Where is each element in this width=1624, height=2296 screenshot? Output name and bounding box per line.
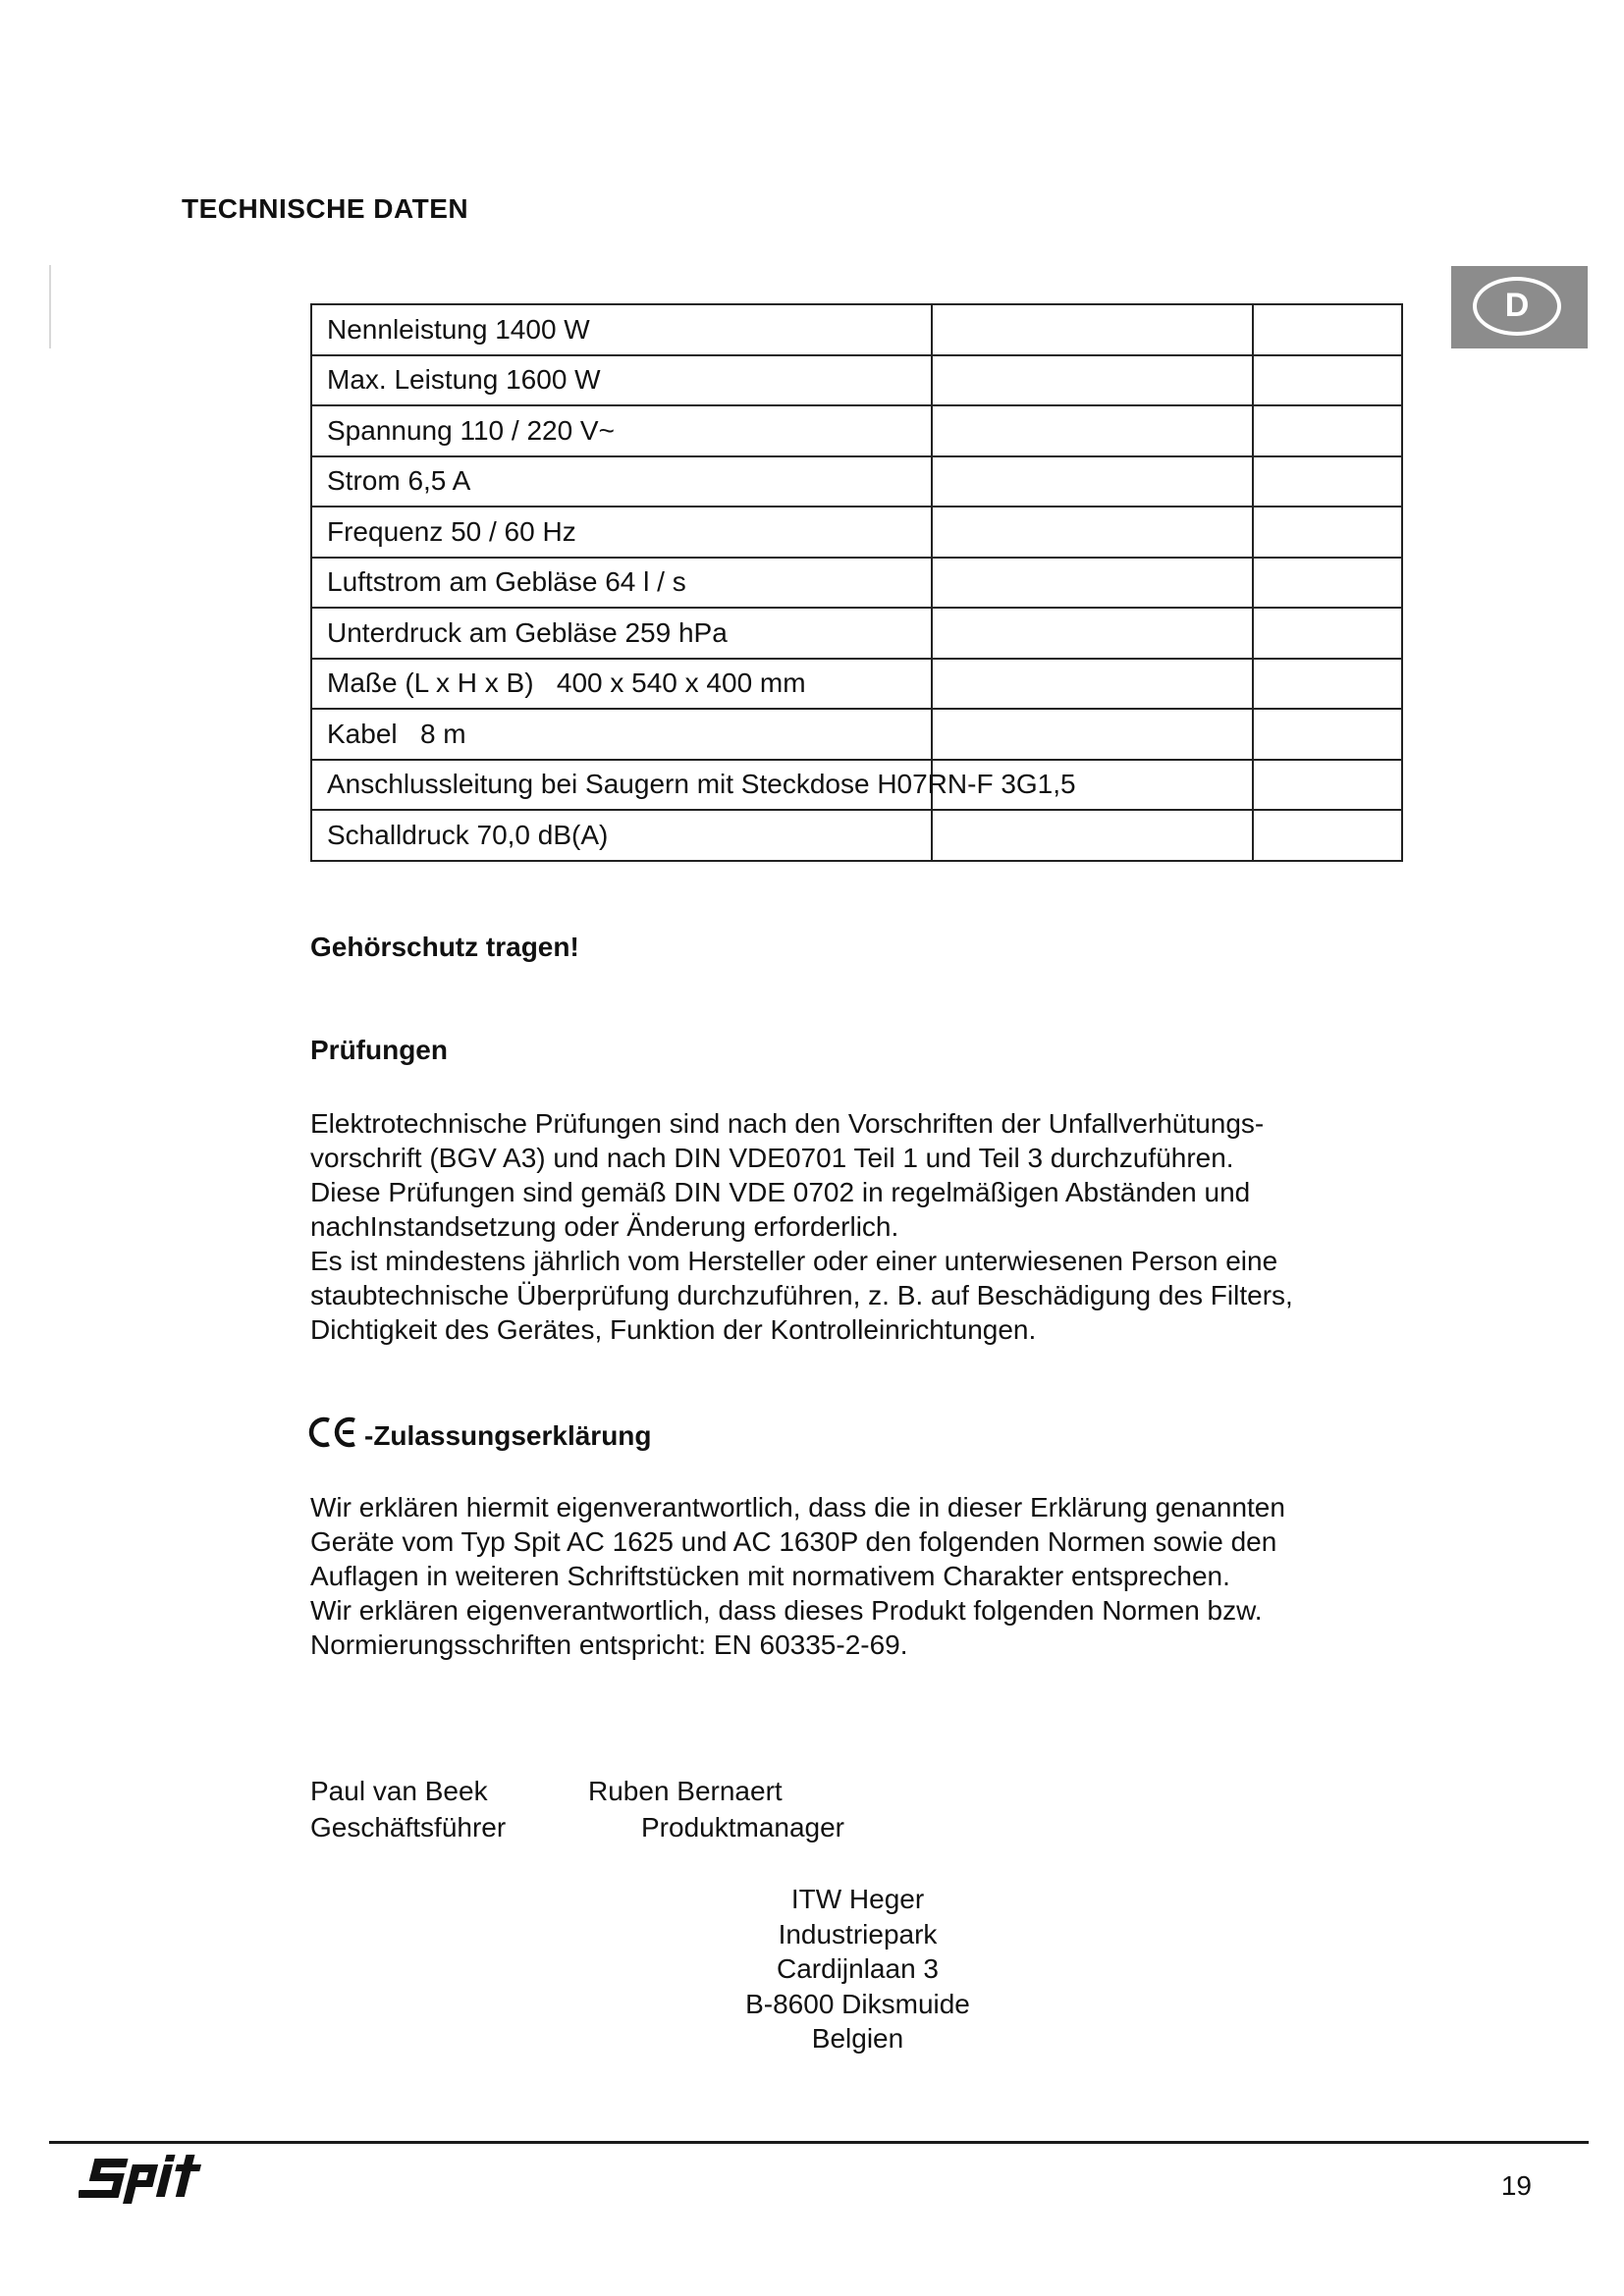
table-row [311, 405, 1402, 456]
spec-cell-empty [932, 810, 1253, 861]
logo-stroke [175, 2164, 201, 2171]
spec-cell-empty [1253, 355, 1402, 406]
logo-stroke [127, 2180, 154, 2187]
declaration-paragraph [310, 1490, 1390, 1662]
paragraph-line: vorschrift (BGV A3) und nach DIN VDE0701 Teil 1 und Teil 3 durchzuführen. [310, 1143, 1234, 1173]
spec-cell-empty [932, 304, 1253, 355]
spec-cell-empty [1253, 659, 1402, 710]
signatory-name: Ruben Bernaert [588, 1776, 783, 1806]
paragraph-line: Wir erklären hiermit eigenverantwortlich, dass die in dieser Erklärung genannten [310, 1492, 1285, 1522]
paragraph-line: Auflagen in weiteren Schriftstücken mit normativem Charakter entsprechen. [310, 1561, 1230, 1591]
address-line: Cardijnlaan 3 [777, 1953, 939, 1984]
spec-cell-empty [1253, 456, 1402, 507]
spec-cell-empty [1253, 405, 1402, 456]
paragraph-line: Wir erklären eigenverantwortlich, dass dieses Produkt folgenden Normen bzw. [310, 1595, 1263, 1626]
margin-rule [49, 265, 51, 348]
logo-stroke [156, 2164, 173, 2197]
signatory-role: Produktmanager [641, 1812, 845, 1842]
paragraph-line: Es ist mindestens jährlich vom Hersteller oder einer unterwiesenen Person eine [310, 1246, 1278, 1276]
spec-cell-empty [1253, 608, 1402, 659]
spec-cell-empty [1253, 558, 1402, 609]
paragraph-line: Diese Prüfungen sind gemäß DIN VDE 0702 in regelmäßigen Abständen und [310, 1177, 1251, 1207]
spec-cell-empty [932, 608, 1253, 659]
spec-label: Frequenz 50 / 60 Hz [311, 507, 932, 558]
paragraph-line: Dichtigkeit des Gerätes, Funktion der Kontrolleinrichtungen. [310, 1314, 1037, 1345]
paragraph-line: staubtechnische Überprüfung durchzuführen, z. B. auf Beschädigung des Filters, [310, 1280, 1293, 1310]
table-row [311, 558, 1402, 609]
paragraph-line: Normierungsschriften entspricht: EN 60335-2-69. [310, 1629, 908, 1660]
logo-stroke [79, 2190, 121, 2198]
page-number: 19 [1500, 2170, 1532, 2201]
logo-stroke [165, 2155, 176, 2162]
logo-stroke [176, 2155, 195, 2197]
spec-label-text: Kabel 8 m [327, 718, 466, 749]
table-row [311, 608, 1402, 659]
table-row [311, 456, 1402, 507]
table-row [311, 810, 1402, 861]
declaration-heading [307, 1415, 652, 1456]
spec-label: Spannung 110 / 220 V~ [311, 405, 932, 456]
paragraph-line: Geräte vom Typ Spit AC 1625 und AC 1630P den folgenden Normen sowie den [310, 1526, 1277, 1557]
spec-cell-empty [932, 355, 1253, 406]
address-line: ITW Heger [790, 1884, 925, 1914]
spec-label-text: Anschlussleitung bei Saugern mit Steckdose H07RN-F 3G1,5 [327, 769, 1076, 800]
hearing-warning: Gehörschutz tragen! [310, 932, 579, 962]
language-code: D [1504, 287, 1530, 324]
spec-cell-empty [1253, 760, 1402, 811]
spec-label-text: Maße (L x H x B) 400 x 540 x 400 mm [327, 667, 806, 699]
table-row [311, 709, 1402, 760]
language-oval [1473, 277, 1561, 336]
spec-cell-empty [932, 709, 1253, 760]
table-row [311, 659, 1402, 710]
spit-logo [79, 2153, 211, 2204]
spec-cell-empty [932, 507, 1253, 558]
spec-cell-empty [932, 659, 1253, 710]
spec-label: Nennleistung 1400 W [311, 304, 932, 355]
table-row [311, 355, 1402, 406]
table-row [311, 760, 1402, 811]
address-line: Belgien [811, 2023, 904, 2054]
tests-title: Prüfungen [310, 1035, 448, 1065]
spec-cell-empty [1253, 709, 1402, 760]
spec-cell-empty [932, 558, 1253, 609]
paragraph-line: Elektrotechnische Prüfungen sind nach den Vorschriften der Unfallverhütungs- [310, 1108, 1265, 1139]
spec-label: Max. Leistung 1600 W [311, 355, 932, 406]
footer-divider [49, 2141, 1589, 2144]
signatory-name: Paul van Beek [310, 1776, 488, 1806]
tests-paragraph [310, 1106, 1390, 1347]
ce-mark-icon [307, 1415, 362, 1449]
spec-label: Schalldruck 70,0 dB(A) [311, 810, 932, 861]
address-line: Industriepark [778, 1918, 938, 1949]
spec-label: Luftstrom am Gebläse 64 l / s [311, 558, 932, 609]
spec-cell-empty [1253, 810, 1402, 861]
spec-cell-empty [1253, 304, 1402, 355]
spec-label [311, 659, 932, 710]
page-title: TECHNISCHE DATEN [182, 193, 469, 224]
spec-cell-empty [1253, 507, 1402, 558]
paragraph-line: nachInstandsetzung oder Änderung erforderlich. [310, 1211, 899, 1242]
spec-label [311, 709, 932, 760]
spec-label: Unterdruck am Gebläse 259 hPa [311, 608, 932, 659]
spec-table [310, 303, 1403, 862]
spec-label [311, 760, 1076, 811]
language-badge [1451, 266, 1588, 348]
table-row [311, 304, 1402, 355]
spec-cell-empty [932, 456, 1253, 507]
table-row [311, 507, 1402, 558]
company-address [589, 1882, 1126, 2056]
signatory-role: Geschäftsführer [310, 1812, 507, 1842]
declaration-title: -Zulassungserklärung [364, 1420, 652, 1451]
spec-cell-empty [932, 405, 1253, 456]
spec-label: Strom 6,5 A [311, 456, 932, 507]
address-line: B-8600 Diksmuide [745, 1988, 970, 2019]
